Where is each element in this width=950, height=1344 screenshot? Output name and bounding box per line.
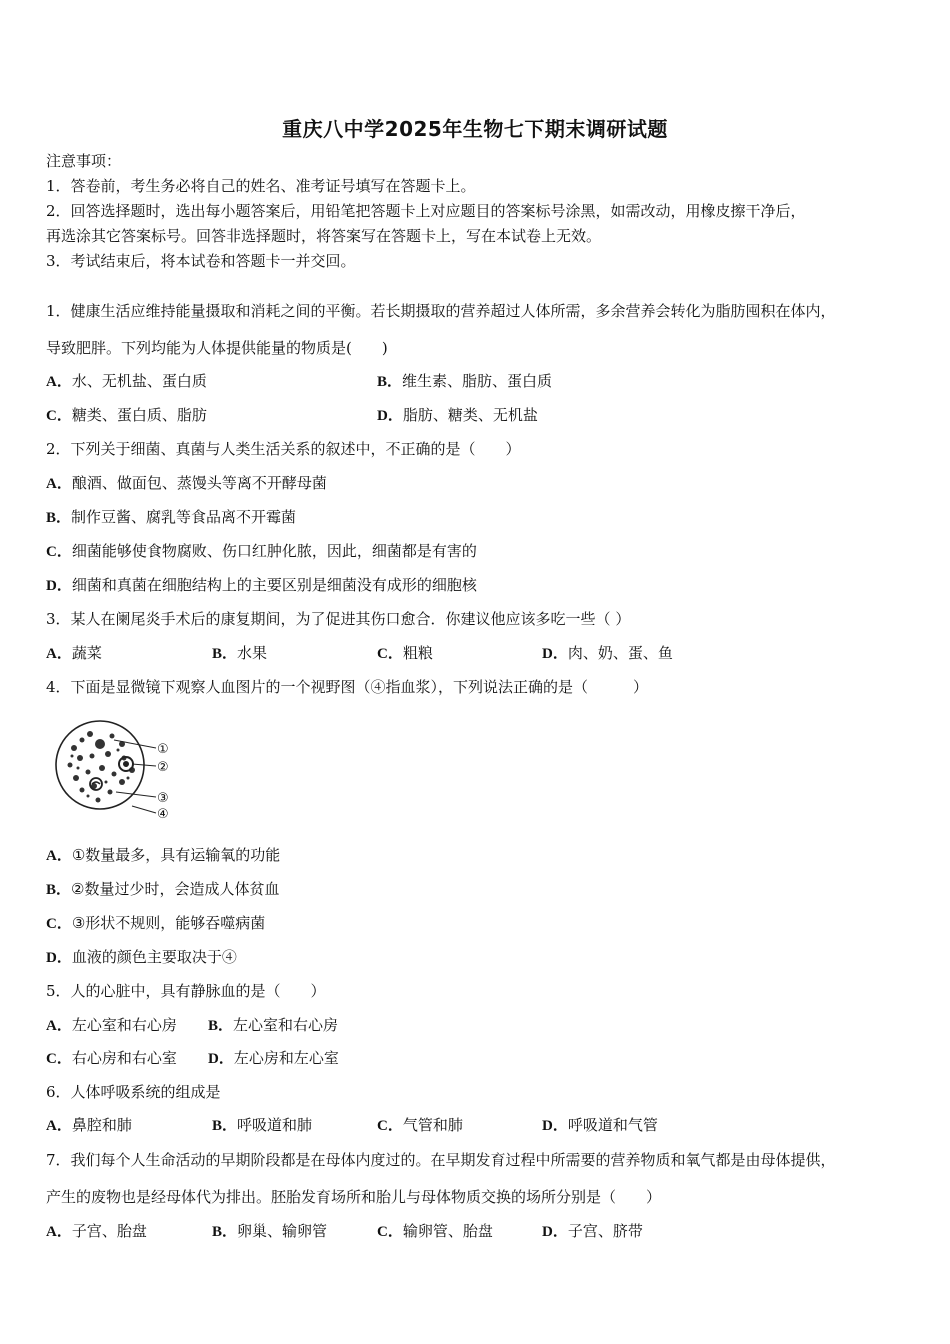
option-label: B．: [212, 1118, 238, 1134]
option-text: ①数量最多，具有运输氧的功能: [71, 846, 281, 864]
option-text: 子宫、胎盘: [71, 1222, 147, 1240]
notice-item: 3．考试结束后，将本试卷和答题卡一并交回。: [46, 252, 356, 270]
q5-option-d: [208, 1048, 339, 1069]
option-text: 鼻腔和肺: [71, 1116, 132, 1134]
q6-option-b: [212, 1115, 312, 1136]
q1-option-d: [377, 405, 538, 426]
option-label: B．: [377, 374, 403, 390]
q7-option-a: [46, 1221, 147, 1242]
option-label: D．: [46, 950, 72, 966]
q2-option-c: [46, 541, 477, 562]
option-text: 左心室和右心房: [233, 1016, 339, 1034]
option-label: A．: [46, 646, 72, 662]
option-label: A．: [46, 476, 72, 492]
option-text: 输卵管、胎盘: [402, 1222, 493, 1240]
question-4-stem: 4．下面是显微镜下观察人血图片的一个视野图（④指血浆），下列说法正确的是（ ）: [46, 678, 649, 696]
option-text: 左心室和右心房: [71, 1016, 177, 1034]
blood-smear-figure: [52, 710, 182, 825]
q4-option-d: [46, 947, 237, 968]
option-text: 糖类、蛋白质、脂肪: [71, 406, 207, 424]
q3-option-c: [377, 643, 433, 664]
q7-option-c: [377, 1221, 493, 1242]
q5-option-c: [46, 1048, 177, 1069]
option-text: ②数量过少时，会造成人体贫血: [71, 880, 280, 898]
notice-item: 1．答卷前，考生务必将自己的姓名、准考证号填写在答题卡上。: [46, 177, 476, 195]
q1-option-b: [377, 371, 552, 392]
option-text: 血液的颜色主要取决于④: [71, 948, 237, 966]
option-text: 粗粮: [402, 644, 433, 662]
option-label: D．: [208, 1051, 234, 1067]
option-text: 右心房和右心室: [71, 1049, 177, 1067]
option-label: A．: [46, 848, 72, 864]
q4-option-a: [46, 845, 280, 866]
question-5-stem: 5．人的心脏中，具有静脉血的是（ ）: [46, 982, 326, 1000]
option-text: 酿酒、做面包、蒸馒头等离不开酵母菌: [71, 474, 327, 492]
figure-label-4: ④: [157, 807, 169, 822]
notice-item: 再选涂其它答案标号。回答非选择题时，将答案写在答题卡上，写在本试卷上无效。: [46, 227, 602, 245]
option-label: A．: [46, 1118, 72, 1134]
option-label: B．: [46, 510, 72, 526]
q5-option-a: [46, 1015, 177, 1036]
notice-item: 2．回答选择题时，选出每小题答案后，用铅笔把答题卡上对应题目的答案标号涂黑，如需改动，用橡皮擦干净后，: [46, 202, 806, 220]
q5-option-b: [208, 1015, 338, 1036]
option-label: C．: [46, 916, 72, 932]
q3-option-d: [542, 643, 673, 664]
q2-option-d: [46, 575, 477, 596]
option-label: C．: [377, 1118, 403, 1134]
option-text: 水果: [237, 644, 268, 662]
option-text: 卵巢、输卵管: [237, 1222, 328, 1240]
option-label: A．: [46, 1018, 72, 1034]
option-text: 维生素、脂肪、蛋白质: [402, 372, 553, 390]
option-text: 子宫、脐带: [567, 1222, 643, 1240]
option-label: B．: [212, 646, 238, 662]
label-leaders: [114, 740, 156, 813]
option-text: 制作豆酱、腐乳等食品离不开霉菌: [71, 508, 297, 526]
option-label: C．: [377, 1224, 403, 1240]
q7-option-b: [212, 1221, 327, 1242]
option-text: 蔬菜: [71, 644, 102, 662]
option-label: D．: [542, 1118, 568, 1134]
notice-heading: 注意事项：: [46, 152, 122, 170]
question-7-stem-cont: 产生的废物也是经母体代为排出。胚胎发育场所和胎儿与母体物质交换的场所分别是（ ）: [46, 1188, 662, 1206]
q1-option-a: [46, 371, 207, 392]
question-2-stem: 2．下列关于细菌、真菌与人类生活关系的叙述中，不正确的是（ ）: [46, 440, 521, 458]
q1-option-c: [46, 405, 207, 426]
q4-option-b: [46, 879, 279, 900]
q6-option-c: [377, 1115, 463, 1136]
option-label: D．: [542, 1224, 568, 1240]
option-text: 细菌和真菌在细胞结构上的主要区别是细菌没有成形的细胞核: [71, 576, 477, 594]
option-text: 脂肪、糖类、无机盐: [402, 406, 538, 424]
q2-option-b: [46, 507, 296, 528]
option-label: B．: [46, 882, 72, 898]
figure-label-2: ②: [157, 760, 169, 775]
figure-label-1: ①: [157, 742, 169, 757]
option-label: C．: [46, 544, 72, 560]
option-label: C．: [46, 1051, 72, 1067]
q4-option-c: [46, 913, 265, 934]
option-text: 呼吸道和肺: [237, 1116, 313, 1134]
question-6-stem: 6．人体呼吸系统的组成是: [46, 1083, 221, 1101]
q6-option-d: [542, 1115, 658, 1136]
option-text: 呼吸道和气管: [567, 1116, 658, 1134]
option-text: 肉、奶、蛋、鱼: [567, 644, 673, 662]
q6-option-a: [46, 1115, 132, 1136]
option-text: 气管和肺: [402, 1116, 463, 1134]
q3-option-a: [46, 643, 102, 664]
question-1-stem: 1．健康生活应维持能量摄取和消耗之间的平衡。若长期摄取的营养超过人体所需，多余营养会转化为脂肪囤积在体内，: [46, 302, 836, 320]
q2-option-a: [46, 473, 327, 494]
option-text: ③形状不规则，能够吞噬病菌: [71, 914, 266, 932]
option-text: 水、无机盐、蛋白质: [71, 372, 207, 390]
option-label: A．: [46, 1224, 72, 1240]
option-text: 左心房和左心室: [233, 1049, 339, 1067]
option-label: D．: [377, 408, 403, 424]
figure-label-3: ③: [157, 791, 169, 806]
option-text: 细菌能够使食物腐败、伤口红肿化脓，因此，细菌都是有害的: [71, 542, 477, 560]
option-label: D．: [542, 646, 568, 662]
page-title: 重庆八中学2025年生物七下期末调研试题: [282, 117, 668, 141]
option-label: C．: [46, 408, 72, 424]
q7-option-d: [542, 1221, 643, 1242]
option-label: D．: [46, 578, 72, 594]
question-7-stem: 7．我们每个人生命活动的早期阶段都是在母体内度过的。在早期发育过程中所需要的营养物质和氧气都是由母体提供，: [46, 1151, 836, 1169]
option-label: A．: [46, 374, 72, 390]
option-label: B．: [212, 1224, 238, 1240]
question-3-stem: 3．某人在阑尾炎手术后的康复期间，为了促进其伤口愈合．你建议他应该多吃一些（ ）: [46, 610, 631, 628]
option-label: C．: [377, 646, 403, 662]
question-1-stem-cont: 导致肥胖。下列均能为人体提供能量的物质是( ): [46, 339, 388, 357]
option-label: B．: [208, 1018, 234, 1034]
q3-option-b: [212, 643, 267, 664]
